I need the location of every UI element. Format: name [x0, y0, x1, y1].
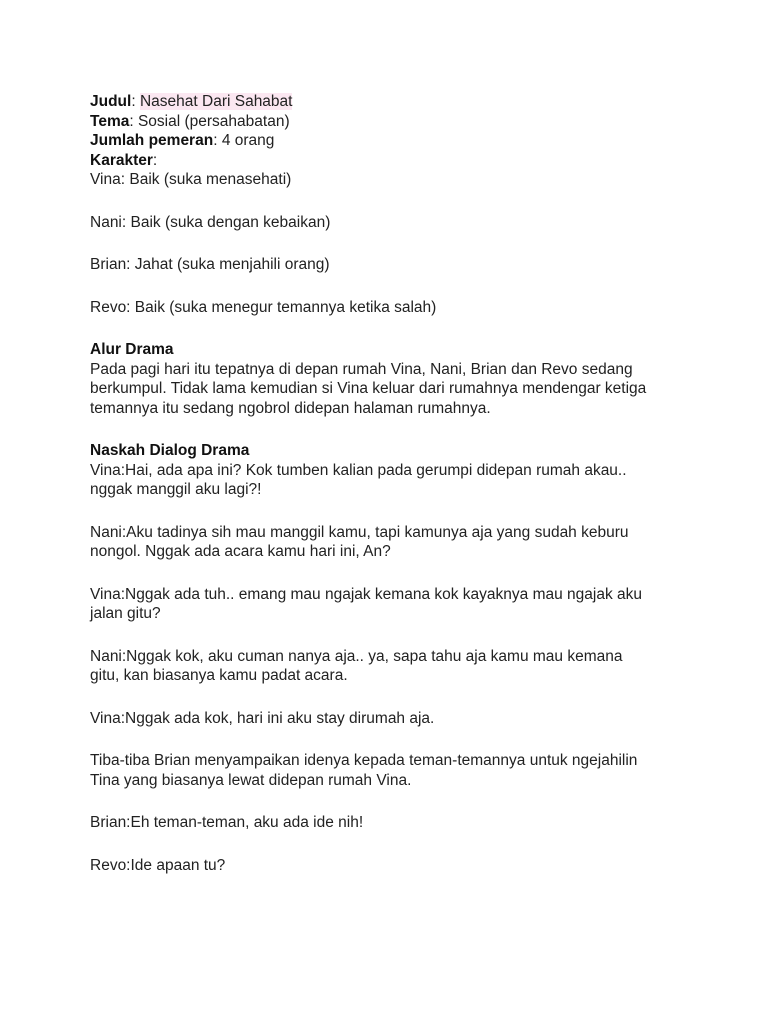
character-item: Revo: Baik (suka menegur temannya ketika salah)	[90, 298, 437, 316]
section-heading-naskah: Naskah Dialog Drama	[90, 442, 250, 459]
narration-line: Tina yang biasanya lewat didepan rumah Vina.	[90, 771, 412, 789]
karakter-label: Karakter	[90, 151, 153, 169]
character-item: Vina: Baik (suka menasehati)	[90, 171, 292, 188]
alur-line: temannya itu sedang ngobrol didepan halaman rumahnya.	[90, 399, 491, 417]
dialog-line: Vina:Hai, ada apa ini? Kok tumben kalian pada gerumpi didepan rumah akau..	[90, 461, 627, 479]
tema-value: Sosial (persahabatan)	[137, 112, 290, 130]
dialog-line: Nani:Aku tadinya sih mau manggil kamu, tapi kamunya aja yang sudah keburu	[90, 523, 629, 541]
dialog-line: nggak manggil aku lagi?!	[90, 481, 262, 498]
dialog-line: Revo:Ide apaan tu?	[90, 856, 226, 874]
judul-value: Nasehat Dari Sahabat	[139, 93, 293, 110]
character-heading-line: Karakter:	[90, 151, 158, 169]
judul-label: Judul	[90, 93, 132, 110]
dialog-line: Vina:Nggak ada kok, hari ini aku stay dirumah aja.	[90, 709, 435, 727]
section-heading-alur: Alur Drama	[90, 341, 174, 358]
tema-label: Tema	[90, 112, 130, 130]
character-item: Brian: Jahat (suka menjahili orang)	[90, 256, 330, 273]
alur-line: berkumpul. Tidak lama kemudian si Vina keluar dari rumahnya mendengar ketiga	[90, 380, 647, 397]
dialog-line: Nani:Nggak kok, aku cuman nanya aja.. ya, sapa tahu aja kamu mau kemana	[90, 647, 623, 665]
narration-line: Tiba-tiba Brian menyampaikan idenya kepada teman-temannya untuk ngejahilin	[90, 752, 638, 769]
theme-line: Tema: Sosial (persahabatan)	[90, 112, 290, 130]
dialog-line: gitu, kan biasanya kamu padat acara.	[90, 667, 348, 684]
dialog-line: jalan gitu?	[90, 605, 161, 622]
dialog-line: nongol. Nggak ada acara kamu hari ini, An?	[90, 543, 391, 560]
document-content	[90, 92, 690, 875]
alur-line: Pada pagi hari itu tepatnya di depan rumah Vina, Nani, Brian dan Revo sedang	[90, 360, 633, 378]
dialog-line: Vina:Nggak ada tuh.. emang mau ngajak kemana kok kayaknya mau ngajak aku	[90, 585, 643, 603]
title-line: Judul: Nasehat Dari Sahabat	[90, 93, 293, 110]
character-item: Nani: Baik (suka dengan kebaikan)	[90, 213, 331, 231]
jumlah-value: 4 orang	[221, 132, 275, 149]
jumlah-label: Jumlah pemeran	[90, 132, 214, 149]
cast-count-line: Jumlah pemeran: 4 orang	[90, 132, 275, 149]
dialog-line: Brian:Eh teman-teman, aku ada ide nih!	[90, 814, 364, 831]
